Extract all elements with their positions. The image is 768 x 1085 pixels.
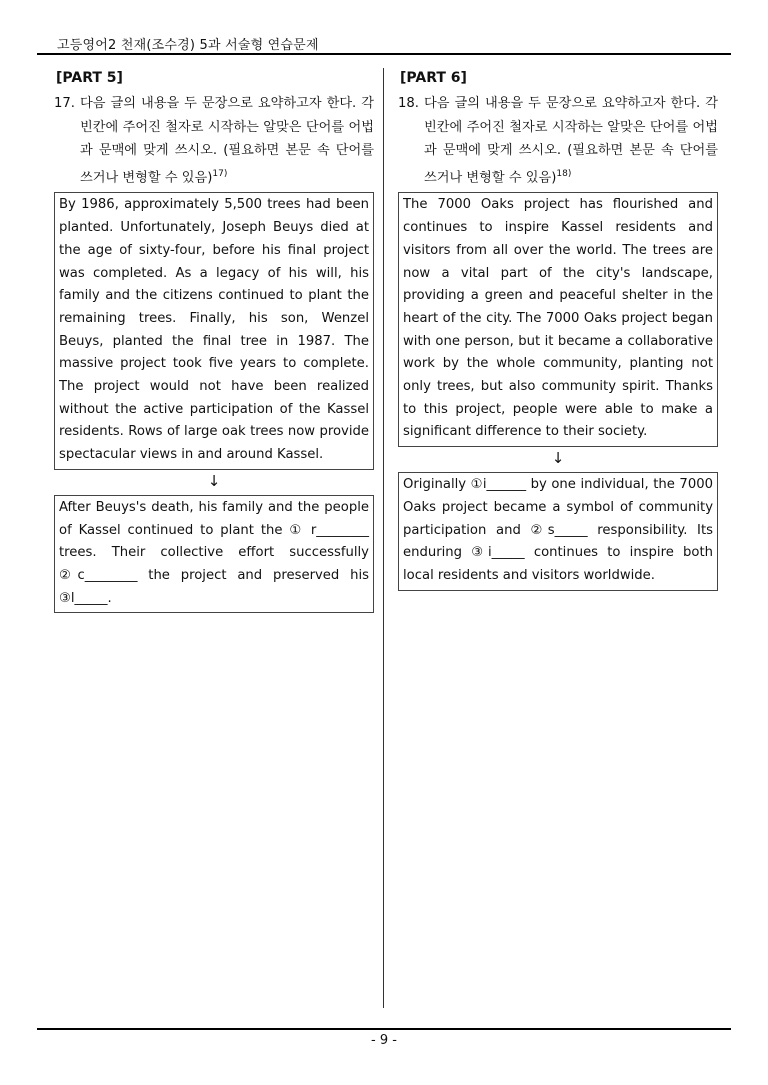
part-6-heading: [PART 6] (400, 70, 467, 86)
question-text (424, 92, 718, 189)
column-divider (383, 68, 384, 1008)
header-rule (37, 53, 731, 55)
summary-box: After Beuys's death, his family and the people of Kassel continued to plant the ① r________ trees. Their collective effort successfully ②c________ the project and preserved his ③l_____. (54, 495, 374, 614)
left-column (54, 70, 374, 613)
footnote-marker: 18) (556, 168, 572, 179)
question-instruction: 다음 글의 내용을 두 문장으로 요약하고자 한다. 각 빈칸에 주어진 철자로 시작하는 알맞은 단어를 어법과 문맥에 맞게 쓰시오. (필요하면 본문 속 단어를 쓰거나 변형할 수 있음) (424, 96, 718, 185)
summary-box: Originally ①i______ by one individual, the 7000 Oaks project became a symbol of community participation and ②s_____ responsibility. Its enduring ③i_____ continues to inspire both local residents and visitors worldwide. (398, 472, 718, 591)
question-instruction: 다음 글의 내용을 두 문장으로 요약하고자 한다. 각 빈칸에 주어진 철자로 시작하는 알맞은 단어를 어법과 문맥에 맞게 쓰시오. (필요하면 본문 속 단어를 쓰거나 변형할 수 있음) (80, 96, 374, 185)
down-arrow-icon: ↓ (551, 449, 565, 468)
page-number: - 9 - (371, 1033, 397, 1048)
part-5-heading: [PART 5] (56, 70, 123, 86)
passage-box: By 1986, approximately 5,500 trees had been planted. Unfortunately, Joseph Beuys died at the age of sixty-four, before his final project was completed. As a legacy of his will, his family and the citizens continued to plant the remaining trees. Finally, his son, Wenzel Beuys, planted the final tree in 1987. The massive project took five years to complete. The project would not have been realized without the active participation of the Kassel residents. Rows of large oak trees now provide spectacular views in and around Kassel. (54, 192, 374, 469)
right-column (398, 70, 718, 591)
page-header-title: 고등영어2 천재(조수경) 5과 서술형 연습문제 (57, 38, 319, 53)
footer-rule (37, 1028, 731, 1030)
question-17 (54, 92, 374, 189)
question-number: 18. (398, 96, 419, 111)
question-number: 17. (54, 96, 75, 111)
passage-box: The 7000 Oaks project has flourished and continues to inspire Kassel residents and visitors from all over the world. The trees are now a vital part of the city's landscape, providing a green and peaceful shelter in the heart of the city. The 7000 Oaks project began with one person, but it became a collaborative work by the whole community, planting not only trees, but also community spirit. Thanks to this project, people were able to make a significant difference to their society. (398, 192, 718, 447)
question-18 (398, 92, 718, 189)
down-arrow-icon: ↓ (207, 471, 221, 490)
question-text (80, 92, 374, 189)
footnote-marker: 17) (212, 168, 228, 179)
